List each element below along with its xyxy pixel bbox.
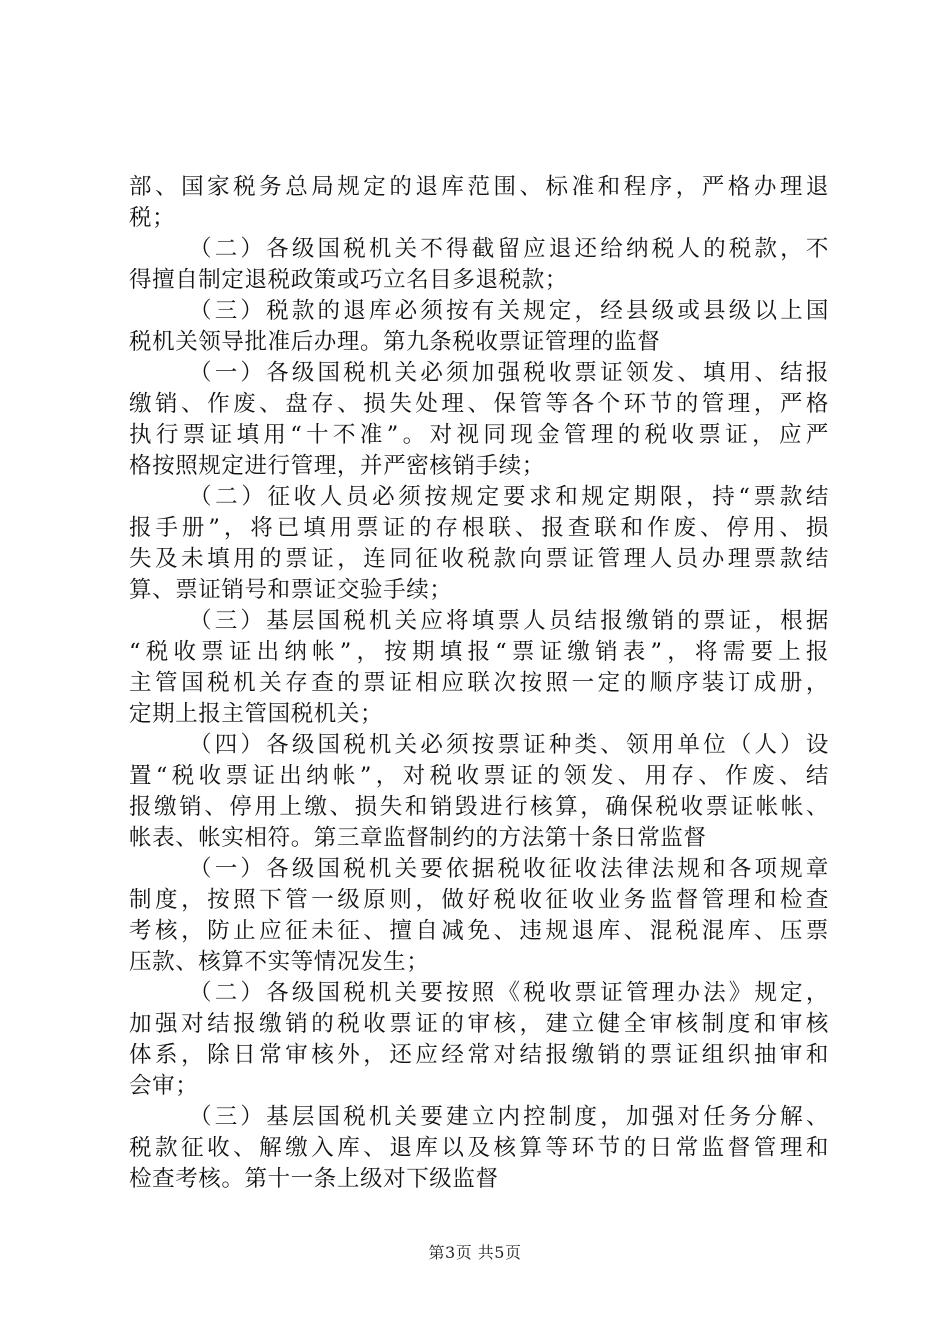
paragraph-start-line: （二）各级国税机关不得截留应退还给纳税人的税款，不: [189, 236, 829, 262]
text-line: 算、票证销号和票证交验手续；: [129, 577, 453, 603]
text-line: 格按照规定进行管理，并严密核销手续；: [129, 453, 545, 479]
text-line: “税收票证出纳帐”，按期填报“票证缴销表”，将需要上报: [129, 639, 829, 665]
paragraph-start-line: （一）各级国税机关必须加强税收票证领发、填用、结报: [189, 360, 829, 386]
text-line: 检查考核。第十一条上级对下级监督: [129, 1166, 499, 1192]
text-line: 税；: [129, 205, 176, 231]
paragraph-start-line: （一）各级国税机关要依据税收征收法律法规和各项规章: [189, 856, 829, 882]
text-line: 报手册”，将已填用票证的存根联、报查联和作废、停用、损: [129, 515, 829, 541]
text-line: 体系，除日常审核外，还应经常对结报缴销的票证组织抽审和: [129, 1042, 829, 1068]
text-line: 得擅自制定退税政策或巧立名目多退税款；: [129, 267, 568, 293]
text-line: 执行票证填用“十不准”。对视同现金管理的税收票证，应严: [129, 422, 829, 448]
paragraph-start-line: （四）各级国税机关必须按票证种类、领用单位（人）设: [189, 732, 829, 758]
page-number-footer: 第3页 共5页: [428, 1243, 522, 1262]
text-line: 税款征收、解缴入库、退库以及核算等环节的日常监督管理和: [129, 1135, 829, 1161]
text-line: 缴销、作废、盘存、损失处理、保管等各个环节的管理，严格: [129, 391, 829, 417]
paragraph-start-line: （三）税款的退库必须按有关规定，经县级或县级以上国: [189, 298, 829, 324]
text-line: 会审；: [129, 1073, 199, 1099]
text-line: 考核，防止应征未征、擅自减免、违规退库、混税混库、压票: [129, 918, 829, 944]
text-line: 置“税收票证出纳帐”，对税收票证的领发、用存、作废、结: [129, 763, 829, 789]
document-body: [129, 172, 829, 1195]
text-line: 税机关领导批准后办理。第九条税收票证管理的监督: [129, 329, 661, 355]
text-line: 主管国税机关存查的票证相应联次按照一定的顺序装订成册，: [129, 670, 829, 696]
paragraph-start-line: （三）基层国税机关应将填票人员结报缴销的票证，根据: [189, 608, 829, 634]
text-line: 定期上报主管国税机关；: [129, 701, 384, 727]
text-line: 压款、核算不实等情况发生；: [129, 949, 430, 975]
text-line: 制度，按照下管一级原则，做好税收征收业务监督管理和检查: [129, 887, 829, 913]
text-line: 加强对结报缴销的税收票证的审核，建立健全审核制度和审核: [129, 1011, 829, 1037]
paragraph-start-line: （三）基层国税机关要建立内控制度，加强对任务分解、: [189, 1104, 829, 1130]
text-line: 失及未填用的票证，连同征收税款向票证管理人员办理票款结: [129, 546, 829, 572]
text-line: 帐表、帐实相符。第三章监督制约的方法第十条日常监督: [129, 825, 707, 851]
paragraph-start-line: （二）征收人员必须按规定要求和规定期限，持“票款结: [189, 484, 829, 510]
paragraph-start-line: （二）各级国税机关要按照《税收票证管理办法》规定，: [189, 980, 829, 1006]
text-line: 报缴销、停用上缴、损失和销毁进行核算，确保税收票证帐帐、: [129, 794, 829, 820]
text-line: 部、国家税务总局规定的退库范围、标准和程序，严格办理退: [129, 174, 829, 200]
